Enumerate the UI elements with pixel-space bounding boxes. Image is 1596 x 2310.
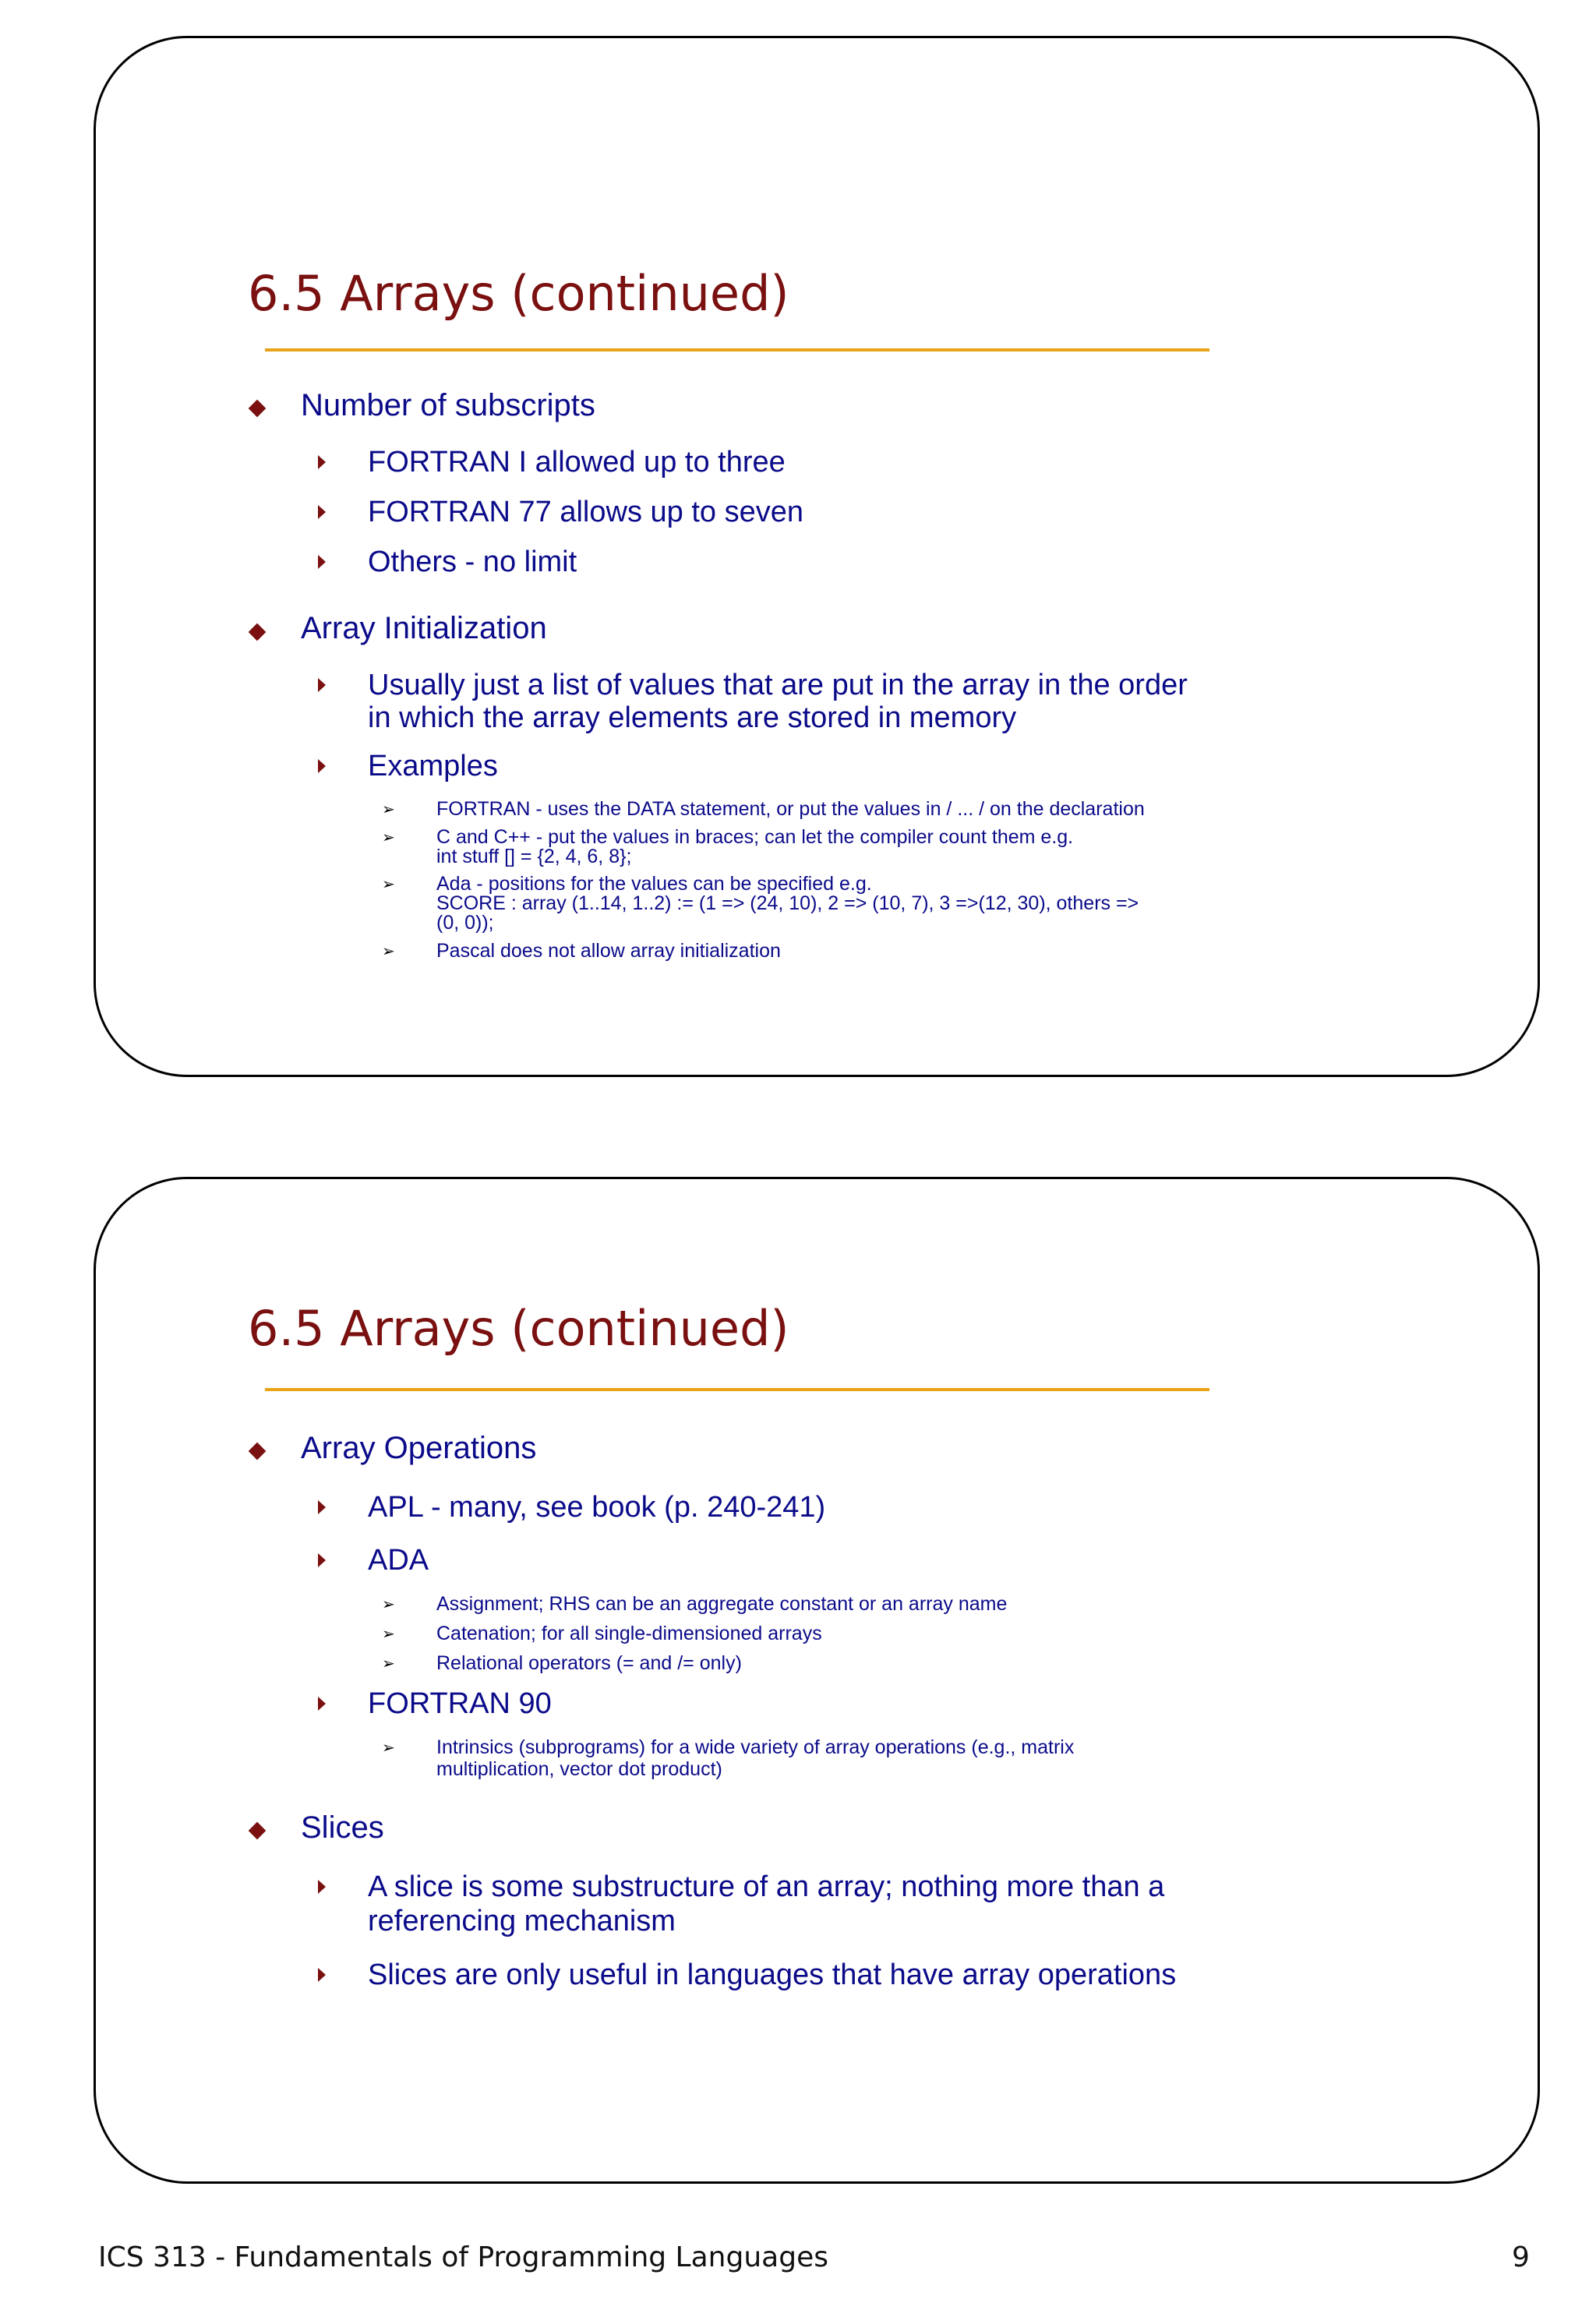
triangle-bullet-icon [318, 1697, 326, 1711]
triangle-bullet-icon [318, 455, 326, 469]
arrow-bullet-icon: ➢ [382, 829, 395, 846]
bullet-array-initialization: Array Initialization [301, 611, 547, 645]
example-ada-line-3: (0, 0)); [436, 912, 494, 934]
fortran-intrinsics-line-2: multiplication, vector dot product) [436, 1758, 722, 1780]
triangle-bullet-icon [318, 678, 326, 692]
triangle-bullet-icon [318, 759, 326, 773]
slide-1-title-rule [265, 348, 1209, 351]
bullet-slices: Slices [301, 1810, 384, 1845]
example-ada-line-1: Ada - positions for the values can be specified e.g. [436, 873, 872, 895]
sub-bullet-others: Others - no limit [368, 546, 577, 578]
arrow-bullet-icon: ➢ [382, 1740, 395, 1757]
sub-bullet-slices-useful: Slices are only useful in languages that have array operations [368, 1959, 1177, 1991]
sub-bullet-usually-line-2: in which the array elements are stored in memory [368, 701, 1017, 734]
slide-1-title: 6.5 Arrays (continued) [248, 265, 789, 322]
sub-bullet-fortran-i: FORTRAN I allowed up to three [368, 446, 786, 479]
sub-bullet-apl: APL - many, see book (p. 240-241) [368, 1491, 826, 1524]
example-ada-line-2: SCORE : array (1..14, 1..2) := (1 => (24, 10), 2 => (10, 7), 3 =>(12, 30), others => [436, 892, 1139, 914]
footer-page-number: 9 [1512, 2241, 1530, 2273]
sub-bullet-slice-line-1: A slice is some substructure of an array; nothing more than a [368, 1870, 1165, 1903]
example-c-line-2: int stuff [] = {2, 4, 6, 8}; [436, 846, 632, 867]
ada-relational: Relational operators (= and /= only) [436, 1652, 742, 1674]
sub-bullet-fortran-90: FORTRAN 90 [368, 1687, 552, 1720]
arrow-bullet-icon: ➢ [382, 1596, 395, 1613]
arrow-bullet-icon: ➢ [382, 1626, 395, 1643]
bullet-array-operations: Array Operations [301, 1431, 537, 1465]
arrow-bullet-icon: ➢ [382, 876, 395, 893]
arrow-bullet-icon: ➢ [382, 1655, 395, 1672]
ada-assignment: Assignment; RHS can be an aggregate constant or an array name [436, 1593, 1008, 1615]
fortran-intrinsics-line-1: Intrinsics (subprograms) for a wide variety of array operations (e.g., matrix [436, 1736, 1075, 1758]
triangle-bullet-icon [318, 1500, 326, 1514]
sub-bullet-ada: ADA [368, 1544, 429, 1577]
triangle-bullet-icon [318, 555, 326, 569]
example-c-line-1: C and C++ - put the values in braces; can let the compiler count them e.g. [436, 826, 1074, 848]
triangle-bullet-icon [318, 505, 326, 519]
triangle-bullet-icon [318, 1968, 326, 1982]
triangle-bullet-icon [318, 1553, 326, 1567]
bullet-number-of-subscripts: Number of subscripts [301, 388, 595, 422]
slide-2-title-rule [265, 1388, 1209, 1391]
sub-bullet-fortran-77: FORTRAN 77 allows up to seven [368, 496, 803, 528]
example-pascal: Pascal does not allow array initialization [436, 940, 781, 962]
sub-bullet-usually-line-1: Usually just a list of values that are put in the array in the order [368, 669, 1188, 701]
arrow-bullet-icon: ➢ [382, 801, 395, 818]
triangle-bullet-icon [318, 1880, 326, 1894]
sub-bullet-examples: Examples [368, 750, 498, 782]
ada-catenation: Catenation; for all single-dimensioned arrays [436, 1623, 822, 1644]
slide-2-title: 6.5 Arrays (continued) [248, 1300, 789, 1357]
arrow-bullet-icon: ➢ [382, 943, 395, 960]
footer-course-title: ICS 313 - Fundamentals of Programming Languages [98, 2241, 828, 2273]
slide-1 [94, 36, 1540, 1077]
sub-bullet-slice-line-2: referencing mechanism [368, 1905, 676, 1937]
example-fortran: FORTRAN - uses the DATA statement, or put the values in / ... / on the declaration [436, 798, 1145, 820]
